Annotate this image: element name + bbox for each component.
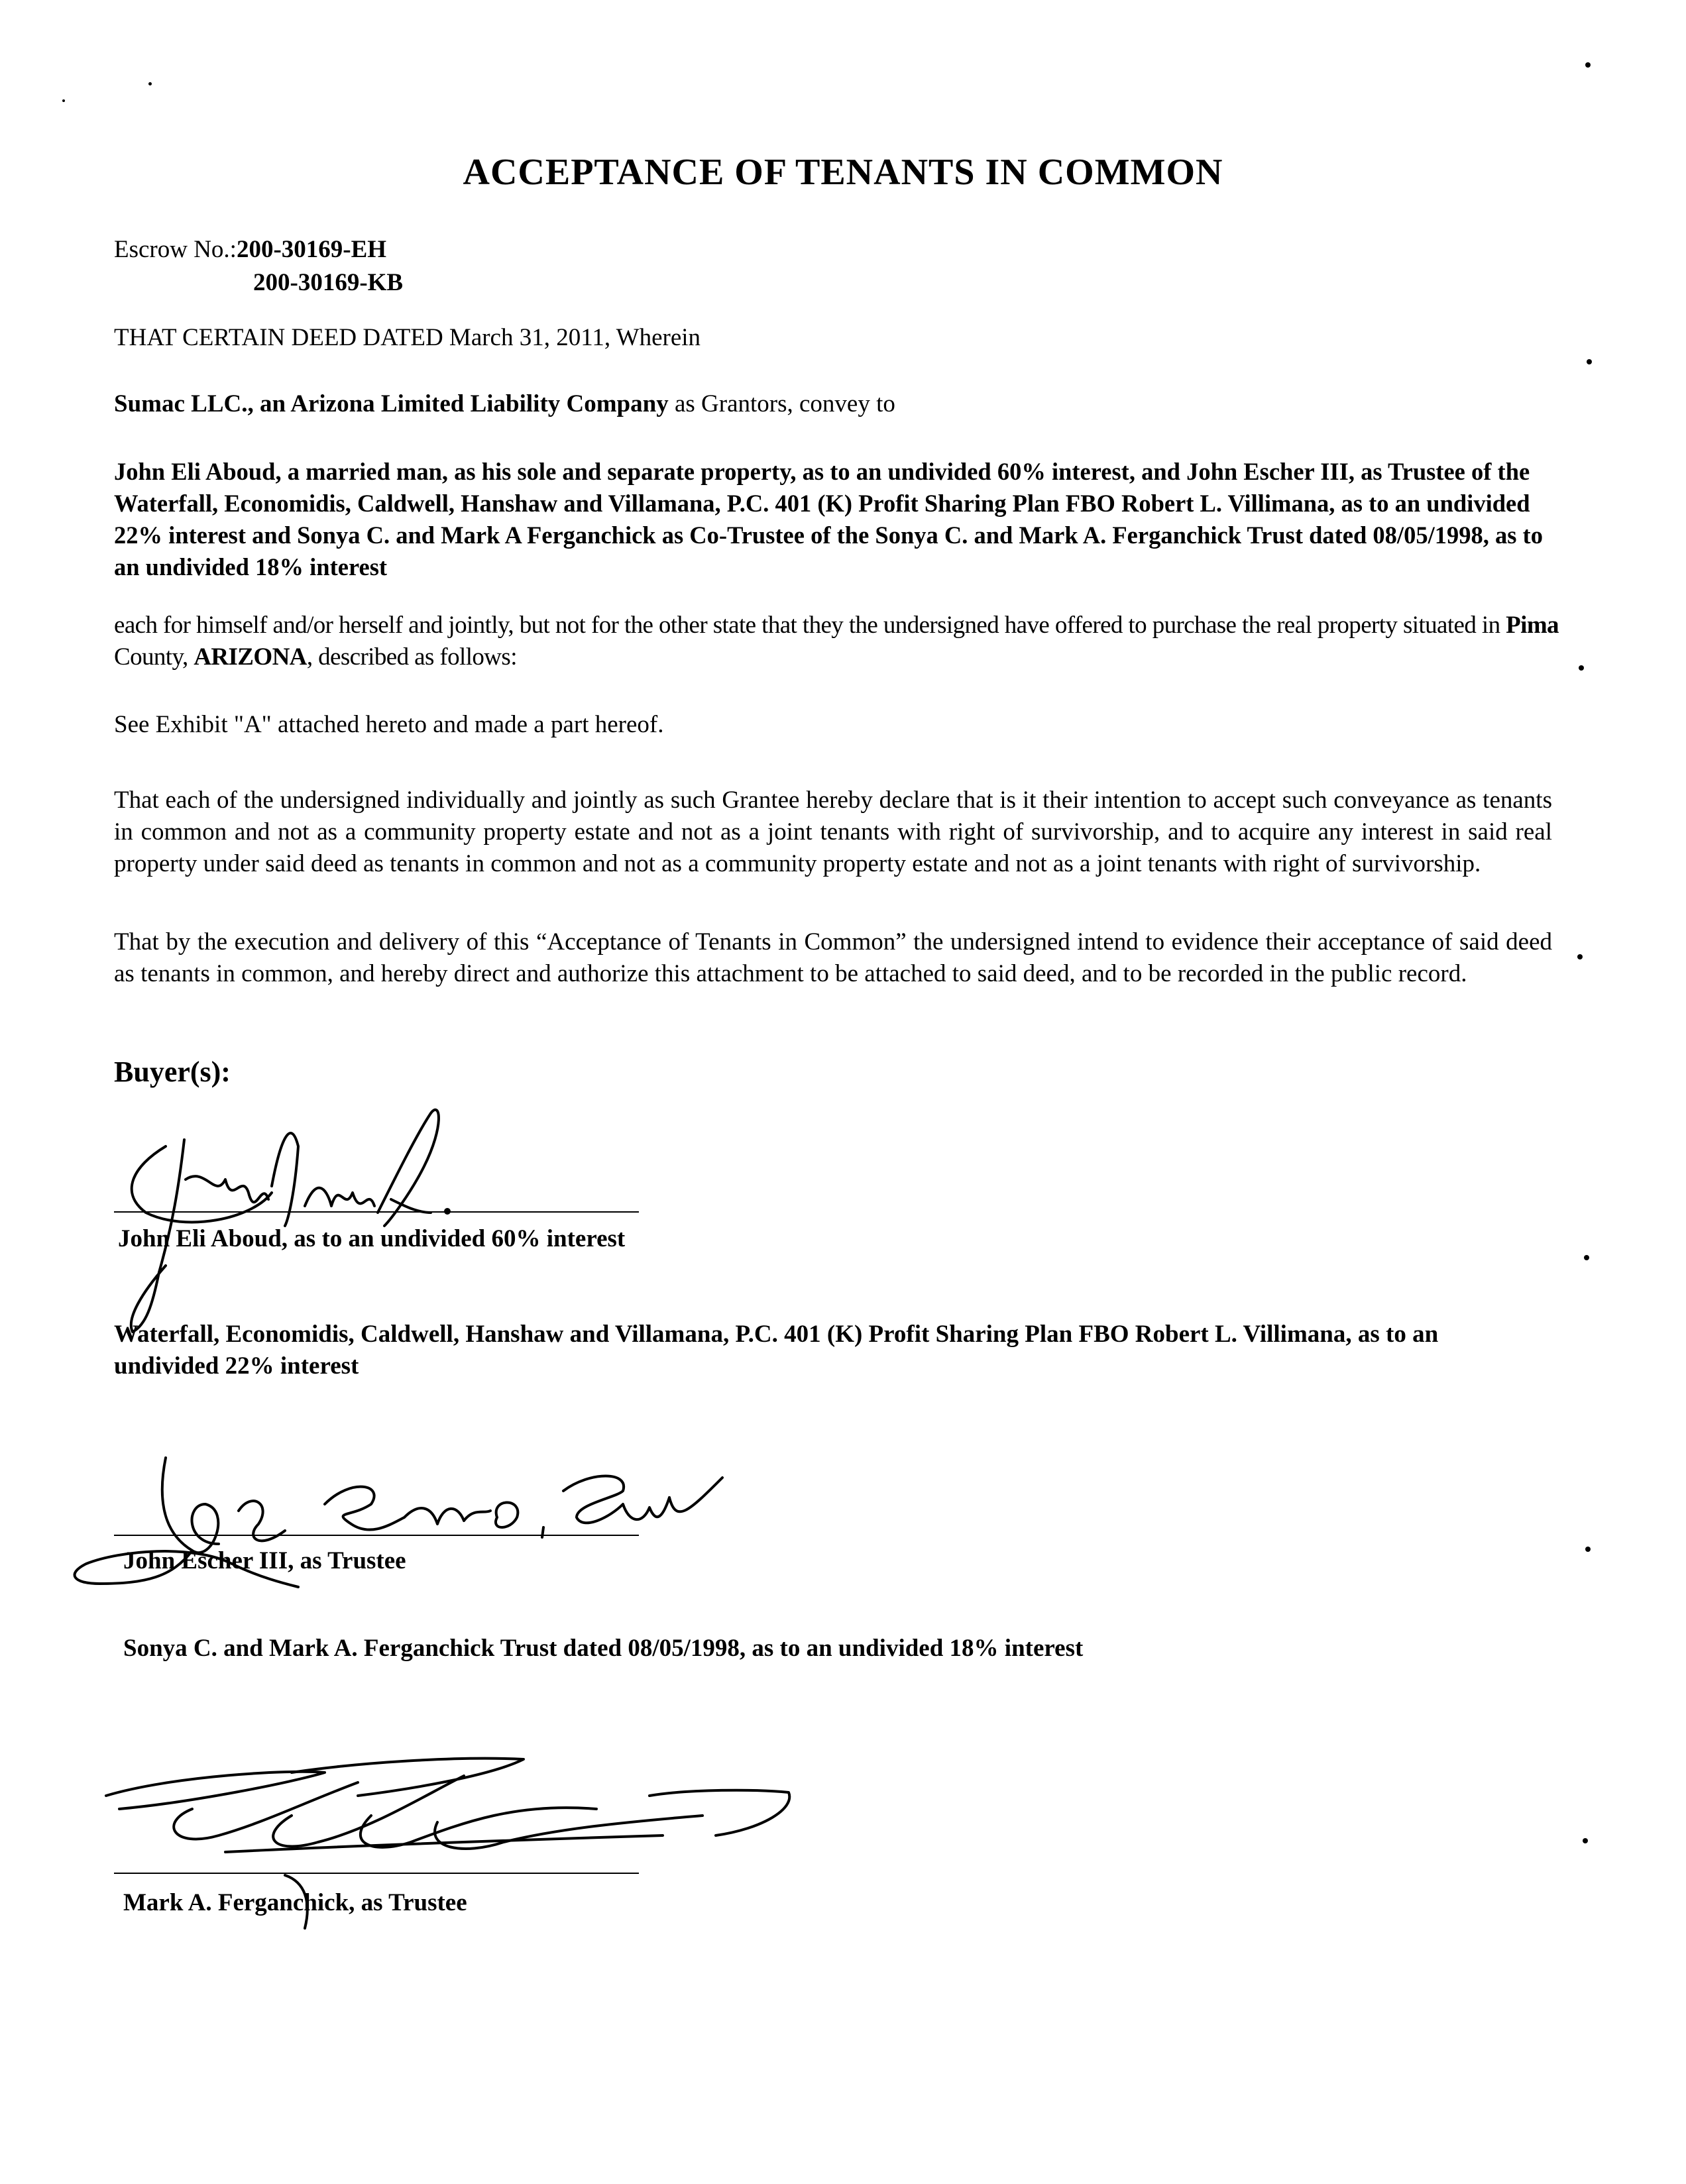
scan-speck	[1577, 954, 1583, 959]
situated-text-3: , described as follows:	[306, 643, 517, 671]
grantor-name: Sumac LLC., an Arizona Limited Liability Company	[114, 390, 669, 417]
mark-caption: Mark A. Ferganchick, as Trustee	[123, 1889, 467, 1916]
escrow-number-2: 200-30169-KB	[253, 269, 404, 296]
ferganchick-heading: Sonya C. and Mark A. Ferganchick Trust dated 08/05/1998, as to an undivided 18% interest	[123, 1635, 1084, 1662]
waterfall-heading: Waterfall, Economidis, Caldwell, Hanshaw and Villamana, P.C. 401 (K) Profit Sharing Plan FBO Robert L. Villimana, as to an undivided 22% interest	[114, 1321, 1439, 1380]
escrow-number-1: 200-30169-EH	[236, 236, 387, 263]
signature-escher	[60, 1431, 789, 1604]
escher-caption: John Escher III, as Trustee	[123, 1547, 406, 1574]
scan-speck	[1583, 1838, 1588, 1843]
document-title: ACCEPTANCE OF TENANTS IN COMMON	[463, 152, 1223, 193]
scan-speck	[62, 99, 65, 102]
buyers-heading: Buyer(s):	[114, 1056, 231, 1088]
grantees-paragraph: John Eli Aboud, a married man, as his sole and separate property, as to an undivided 60% interest, and John Escher III, as Trustee of the Waterfall, Economidis, Caldwell, Hanshaw and Villamana, P.C. 401 (K) Profit Sharing Plan FBO Robert L. Villimana, as to an undivided 22% interest and Sonya C. and Mark A Ferganchick as Co-Trustee of the Sonya C. and Mark A. Ferganchick Trust dated 08/05/1998, as to an undivided 18% interest	[114, 458, 1543, 580]
situated-paragraph	[114, 610, 1612, 673]
grantor-line	[114, 388, 1572, 420]
scan-speck	[1585, 62, 1591, 68]
situated-county: Pima	[1506, 612, 1559, 639]
intention-paragraph: That each of the undersigned individually and jointly as such Grantee hereby declare that is it their intention to accept such conveyance as tenants in common and not as a community property estate and not as a joint tenants with right of survivorship, and to acquire any interest in said real property under said deed as tenants in common and not as a community property estate and not as a joint tenants with right of survivorship.	[114, 787, 1552, 877]
situated-text-2: County,	[114, 643, 194, 671]
grantor-suffix: as Grantors, convey to	[668, 390, 895, 417]
escrow-block	[114, 233, 403, 300]
scan-speck	[1584, 1255, 1589, 1260]
signature-line-aboud	[114, 1211, 639, 1213]
scan-speck	[1579, 665, 1584, 671]
escrow-label: Escrow No.:	[114, 236, 237, 263]
aboud-caption: John Eli Aboud, as to an undivided 60% interest	[118, 1225, 626, 1252]
situated-state: ARIZONA	[194, 643, 307, 671]
deed-line: THAT CERTAIN DEED DATED March 31, 2011, Wherein	[114, 324, 701, 351]
scan-speck	[148, 82, 152, 85]
scan-speck	[1585, 1547, 1591, 1552]
scan-speck	[1587, 359, 1592, 364]
exhibit-line: See Exhibit "A" attached hereto and made a part hereof.	[114, 711, 664, 738]
signature-line-ferganchick	[114, 1873, 639, 1874]
execution-paragraph: That by the execution and delivery of this “Acceptance of Tenants in Common” the undersigned intend to evidence their acceptance of said deed as tenants in common, and hereby direct and authorize this attachment to be attached to said deed, and to be recorded in the public record.	[114, 928, 1552, 987]
signature-line-escher	[114, 1535, 639, 1536]
situated-text-1: each for himself and/or herself and jointly, but not for the other state that they the undersigned have offered to purchase the real property situated in	[114, 612, 1506, 639]
